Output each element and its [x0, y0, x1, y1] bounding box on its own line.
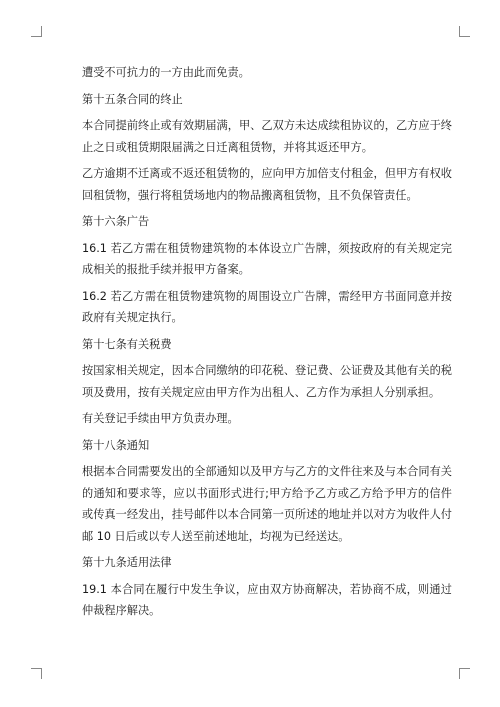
paragraph: 16.1 若乙方需在租赁物建筑物的本体设立广告牌，须按政府的有关规定完成相关的报批手续并报甲方备案。: [82, 241, 452, 276]
section-heading: 第十七条有关税费: [82, 337, 172, 351]
paragraph: 16.2 若乙方需在租赁物建筑物的周围设立广告牌，需经甲方书面同意并按政府有关规定执行。: [82, 289, 452, 324]
paragraph: 乙方逾期不迁离或不返还租赁物的，应向甲方加倍支付租金，但甲方有权收回租赁物，强行将租赁场地内的物品搬离租赁物，且不负保管责任。: [82, 167, 452, 202]
section-heading: 第十六条广告: [82, 215, 150, 228]
crop-mark-bottom-right: [459, 668, 470, 679]
section-heading: 第十五条合同的终止: [82, 92, 183, 106]
document-body: [82, 62, 452, 627]
paragraph: 根据本合同需要发出的全部通知以及甲方与乙方的文件往来及与本合同有关的通知和要求等，应以书面形式进行;甲方给予乙方或乙方给予甲方的信件或传真一经发出，挂号邮件以本合同第一页所述的地址并以对方为收件人付邮 10 日后或以专人送至前述地址，均视为已经送达。: [82, 465, 452, 543]
crop-mark-top-left: [31, 26, 42, 37]
paragraph: 有关登记手续由甲方负责办理。: [82, 412, 239, 425]
crop-mark-top-right: [459, 26, 470, 37]
paragraph: 本合同提前终止或有效期届满，甲、乙双方未达成续租协议的，乙方应于终止之日或租赁期限届满之日迁离租赁物，并将其返还甲方。: [82, 119, 452, 154]
crop-mark-bottom-left: [31, 668, 42, 679]
section-heading: 第十八条通知: [82, 438, 150, 452]
paragraph: 遭受不可抗力的一方由此而免责。: [82, 66, 250, 79]
section-heading: 第十九条适用法律: [82, 556, 172, 569]
paragraph: 按国家相关规定，因本合同缴纳的印花税、登记费、公证费及其他有关的税项及费用，按有关规定应由甲方作为出租人、乙方作为承担人分别承担。: [82, 364, 452, 399]
paragraph: 19.1 本合同在履行中发生争议，应由双方协商解决，若协商不成，则通过仲裁程序解决。: [82, 582, 452, 617]
